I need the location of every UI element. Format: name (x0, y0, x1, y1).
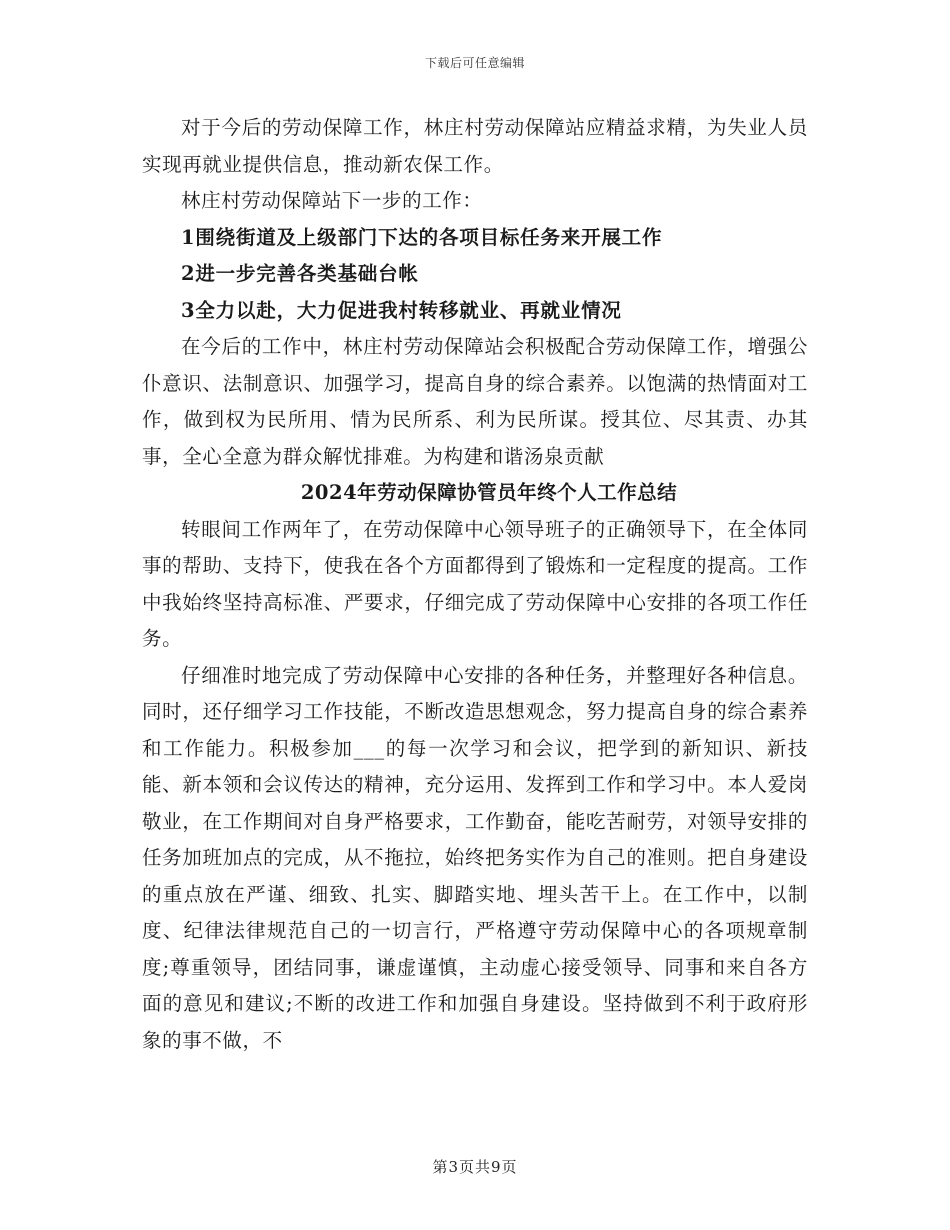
paragraph-5: 仔细准时地完成了劳动保障中心安排的各种任务，并整理好各种信息。同时，还仔细学习工作技能，不断改造思想观念，努力提高自身的综合素养和工作能力。积极参加___的每一次学习和会议，把学到的新知识、新技能、新本领和会议传达的精神，充分运用、发挥到工作和学习中。本人爱岗敬业，在工作期间对自身严格要求，工作勤奋，能吃苦耐劳，对领导安排的任务加班加点的完成，从不拖拉，始终把务实作为自己的准则。把自身建设的重点放在严谨、细致、扎实、脚踏实地、埋头苦干上。在工作中，以制度、纪律法律规范自己的一切言行，严格遵守劳动保障中心的各项规章制度;尊重领导，团结同事，谦虚谨慎，主动虚心接受领导、同事和来自各方面的意见和建议;不断的改进工作和加强自身建设。坚持做到不利于政府形象的事不做，不 (142, 663, 808, 1052)
list-item: 2进一步完善各类基础台帐 (181, 262, 419, 285)
list-item: 3全力以赴，大力促进我村转移就业、再就业情况 (181, 298, 622, 322)
section-title: 2024年劳动保障协管员年终个人工作总结 (300, 481, 678, 504)
page-number: 第3页共9页 (432, 1158, 518, 1176)
paragraph-2: 林庄村劳动保障站下一步的工作： (181, 189, 483, 212)
paragraph-1: 对于今后的劳动保障工作，林庄村劳动保障站应精益求精，为失业人员实现再就业提供信息，推动新农保工作。 (142, 116, 808, 176)
paragraph-4: 转眼间工作两年了，在劳动保障中心领导班子的正确领导下，在全体同事的帮助、支持下，使我在各个方面都得到了锻炼和一定程度的提高。工作中我始终坚持高标准、严要求，仔细完成了劳动保障中心安排的各项工作任务。 (142, 517, 808, 650)
header-note: 下载后可任意编辑 (424, 56, 525, 70)
paragraph-3: 在今后的工作中，林庄村劳动保障站会积极配合劳动保障工作，增强公仆意识、法制意识、加强学习，提高自身的综合素养。以饱满的热情面对工作，做到权为民所用、情为民所系、利为民所谋。授其位、尽其责、办其事，全心全意为群众解忧排难。为构建和谐汤泉贡献 (142, 335, 808, 468)
document-body (142, 110, 808, 1059)
list-item: 1围绕街道及上级部门下达的各项目标任务来开展工作 (181, 225, 663, 249)
